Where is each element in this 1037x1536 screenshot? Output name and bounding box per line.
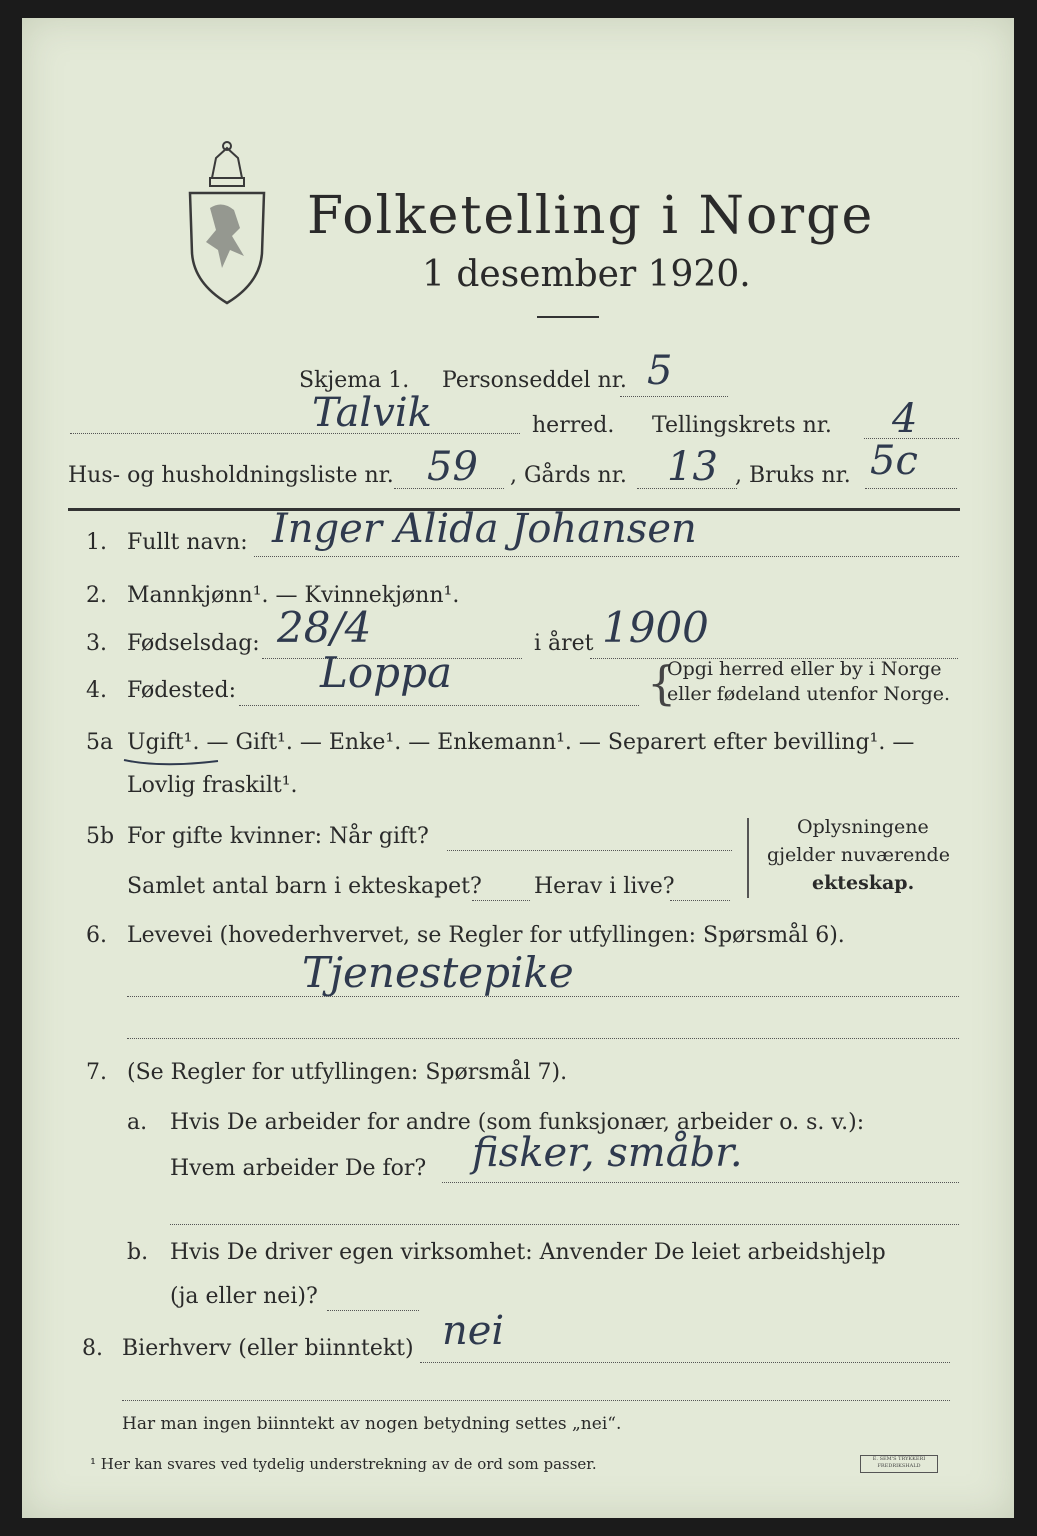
q3-label: Fødselsdag:: [127, 631, 260, 656]
q3-number: 3.: [86, 631, 107, 656]
q7b-line-2: (ja eller nei)?: [170, 1284, 318, 1309]
hus-label: Hus- og husholdningsliste nr.: [68, 463, 394, 488]
q5b-note-1: Oplysningene: [797, 816, 929, 838]
q4-label: Fødested:: [127, 678, 237, 703]
q7a-line-2: Hvem arbeider De for?: [170, 1156, 427, 1181]
q7-label: (Se Regler for utfyllingen: Spørsmål 7).: [127, 1060, 568, 1085]
hus-value: 59: [427, 444, 478, 490]
q6-number: 6.: [86, 923, 107, 948]
q6-line-2: [127, 1038, 959, 1039]
q7b-line-1: Hvis De driver egen virksomhet: Anvender De leiet arbeidshjelp: [170, 1240, 886, 1265]
q4-line: [239, 705, 639, 706]
q8-number: 8.: [82, 1336, 103, 1361]
bruks-label: , Bruks nr.: [735, 463, 851, 488]
printer-stamp-text: E. SEM'S TRYKKERI FREDRIKSHALD: [872, 1456, 926, 1469]
q1-value: Inger Alida Johansen: [272, 506, 697, 552]
q8-line: [420, 1362, 950, 1363]
printer-stamp: [860, 1455, 938, 1473]
q2-number: 2.: [86, 583, 107, 608]
bruks-value: 5c: [870, 438, 918, 484]
q6-line-1: [127, 996, 959, 997]
q4-value: Loppa: [320, 648, 452, 697]
q7a-line: [442, 1182, 959, 1183]
q1-label: Fullt navn:: [127, 530, 248, 555]
q5b-bracket: [747, 818, 749, 898]
q4-note-1: Opgi herred eller by i Norge: [667, 658, 942, 680]
q5b-line-2b: Herav i live?: [534, 874, 675, 899]
q5b-barn-line: [472, 900, 530, 901]
q3-year-value: 1900: [602, 603, 709, 652]
footnote: ¹ Her kan svares ved tydelig understrekning av de ord som passer.: [90, 1455, 597, 1473]
bruks-line: [865, 488, 957, 489]
q8-label: Bierhverv (eller biinntekt): [122, 1336, 414, 1361]
q5b-number: 5b: [86, 824, 115, 849]
herred-line: [70, 433, 520, 434]
q7-number: 7.: [86, 1060, 107, 1085]
q5a-line-2: Lovlig fraskilt¹.: [127, 773, 298, 798]
census-form: [22, 18, 1014, 1518]
q4-number: 4.: [86, 678, 107, 703]
form-title: Folketelling i Norge: [307, 186, 875, 246]
q7a-value: fisker, småbr.: [472, 1130, 743, 1176]
q3-year-label: i året: [534, 631, 594, 656]
q3-value: 28/4: [277, 603, 372, 652]
q5b-note-3: ekteskap.: [812, 872, 915, 894]
q5a-number: 5a: [86, 730, 114, 755]
q7b-line: [327, 1310, 419, 1311]
personseddel-label: Personseddel nr.: [442, 368, 627, 393]
q8-line-extra: [122, 1400, 950, 1401]
tellingskrets-value: 4: [892, 396, 918, 442]
ugift-underline: [122, 756, 222, 768]
q4-note-2: eller fødeland utenfor Norge.: [667, 683, 951, 705]
q7a-line-1: Hvis De arbeider for andre (som funksjonær, arbeider o. s. v.):: [170, 1110, 865, 1135]
q6-label: Levevei (hovederhvervet, se Regler for utfyllingen: Spørsmål 6).: [127, 923, 845, 948]
q5b-line-2: Samlet antal barn i ekteskapet?: [127, 874, 482, 899]
q8-value: nei: [442, 1308, 505, 1354]
gards-label: , Gårds nr.: [510, 463, 627, 488]
q1-line: [254, 556, 959, 557]
title-divider: [537, 316, 599, 318]
tellingskrets-label: Tellingskrets nr.: [652, 413, 832, 438]
q2-label: Mannkjønn¹. — Kvinnekjønn¹.: [127, 583, 460, 608]
footer-note: Har man ingen biinntekt av nogen betydning settes „nei“.: [122, 1414, 622, 1434]
q6-value: Tjenestepike: [302, 948, 574, 997]
q7b-number: b.: [127, 1240, 149, 1265]
personseddel-value: 5: [647, 348, 673, 394]
q5b-gift-line: [447, 850, 732, 851]
coat-of-arms-icon: [182, 138, 272, 308]
personseddel-line: [620, 396, 728, 397]
form-date: 1 desember 1920.: [422, 254, 751, 295]
q1-number: 1.: [86, 530, 107, 555]
q7a-number: a.: [127, 1110, 148, 1135]
skjema-label: Skjema 1.: [299, 368, 410, 393]
herred-value: Talvik: [312, 390, 432, 436]
q5b-note-2: gjelder nuværende: [767, 844, 950, 866]
q5b-live-line: [670, 900, 730, 901]
q4-brace: {: [647, 656, 677, 710]
herred-label: herred.: [532, 413, 615, 438]
q5a-line-1: Ugift¹. — Gift¹. — Enke¹. — Enkemann¹. — Separert efter bevilling¹. —: [127, 730, 915, 755]
q5b-line-1: For gifte kvinner: Når gift?: [127, 824, 429, 849]
q7a-line-extra: [170, 1224, 959, 1225]
gards-value: 13: [667, 444, 718, 490]
